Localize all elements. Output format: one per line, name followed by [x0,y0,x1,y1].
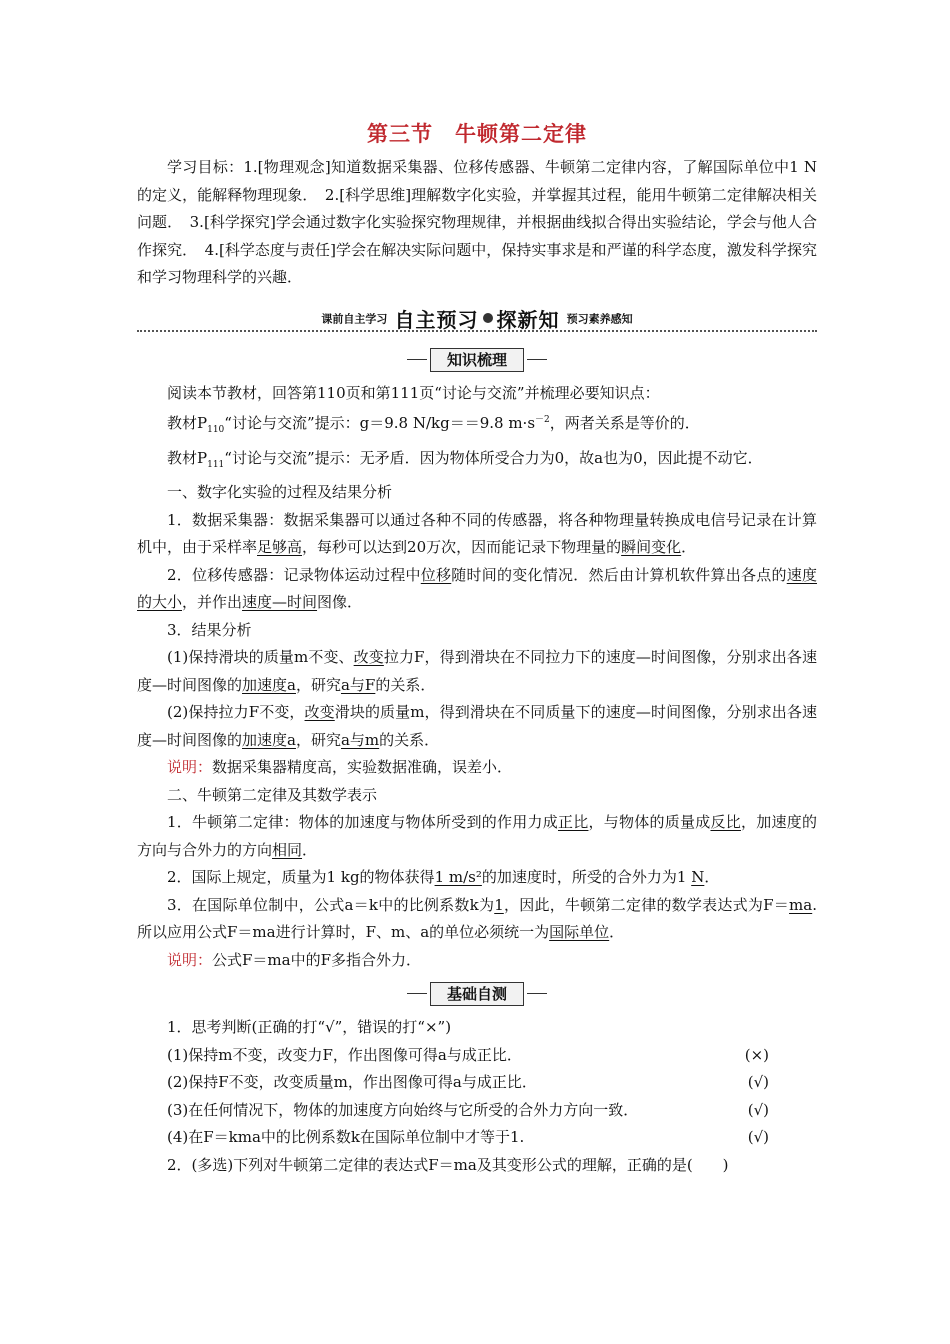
intro-text: 阅读本节教材，回答第110页和第111页“讨论与交流”并梳理必要知识点： [167,383,660,402]
judge-item-2: (2)保持F不变，改变质量m，作出图像可得a与成正比． (√) [167,1073,769,1091]
page-title: 第三节 牛顿第二定律 [367,122,587,146]
para-formula: 3．在国际单位制中，公式a＝k中的比例系数k为1，因此，牛顿第二定律的数学表达式为F＝ma.所以应用公式F＝ma进行计算时，F、m、a的单位必须统一为国际单位． [137,895,817,941]
judge-item-1: (1)保持m不变，改变力F，作出图像可得a与成正比． (×) [167,1045,769,1064]
section-tag-knowledge: 知识梳理 [430,348,524,372]
hint-110: 教材$P_{110}“$讨论与交流”提示：g＝9.8 N/kg＝＝9.8 $m\cdot s^{-2}$，两者关系是等价的． [167,414,700,435]
banner-left: 课前自主学习 [321,312,388,325]
section-banner [137,300,817,336]
learning-objectives: 学习目标：1.[物理观念]知道数据采集器、位移传感器、牛顿第二定律内容，了解国际单位中1 N的定义，能解释物理现象． 2.[科学思维]理解数字化实验，并掌握其过程，能用牛顿第二定律解决相关问题． 3.[科学探究]学会通过数字化实验探究物理规律，并根据曲线拟合得出实验结论，学会与他人合作探究． 4.[科学态度与责任]学会在解决实际问题中，保持实事求是和严谨的科学态度，激发科学探究和学习物理科学的兴趣． [137,158,817,286]
section-tag-selftest: 基础自测 [430,982,524,1006]
para-data-collector: 1．数据采集器：数据采集器可以通过各种不同的传感器，将各种物理量转换成电信号记录在计算机中，由于采样率足够高，每秒可以达到20万次，因而能记录下物理量的瞬间变化． [137,510,817,556]
para-analysis-2: (2)保持拉力F不变，改变滑块的质量m，得到滑块在不同质量下的速度—时间图像，分别求出各速度—时间图像的加速度a，研究a与m的关系． [137,703,817,749]
para-law-definition: 1．牛顿第二定律：物体的加速度与物体所受到的作用力成正比，与物体的质量成反比，加速度的方向与合外力的方向相同． [137,813,817,859]
banner-main2: 探新知 [496,307,560,332]
document-page [137,118,817,1179]
arrow-icon [483,313,493,323]
judge-item-3: (3)在任何情况下，物体的加速度方向始终与它所受的合外力方向一致． (√) [167,1100,769,1119]
para-displacement-sensor: 2．位移传感器：记录物体运动过程中位移随时间的变化情况．然后由计算机软件算出各点的速度的大小，并作出速度—时间图像． [137,565,817,611]
para-result-analysis: 3．结果分析 [167,620,252,639]
dotted-divider [137,330,817,332]
heading-digital-experiment: 一、数字化实验的过程及结果分析 [167,483,393,501]
para-analysis-1: (1)保持滑块的质量m不变、改变拉力F，得到滑块在不同拉力下的速度—时间图像，分别求出各速度—时间图像的加速度a，研究a与F的关系． [137,648,817,694]
question-1: 1．思考判断(正确的打“√”，错误的打“×”) [167,1018,452,1036]
note-2: 说明：公式F＝ma中的F多指合外力． [167,950,421,969]
banner-main1: 自主预习 [394,307,479,332]
note-1: 说明：数据采集器精度高，实验数据准确，误差小． [167,758,513,776]
judge-item-4: (4)在F＝kma中的比例系数k在国际单位制中才等于1. (√) [167,1128,769,1146]
banner-right: 预习素养感知 [566,312,633,325]
heading-newton-law: 二、牛顿第二定律及其数学表示 [167,785,378,804]
question-2: 2．(多选)下列对牛顿第二定律的表达式F＝ma及其变形公式的理解，正确的是( ) [167,1155,729,1174]
para-newton-unit: 2．国际上规定，质量为1 kg的物体获得1 m/s²的加速度时，所受的合外力为1 N． [167,868,720,886]
hint-111: 教材$P_{111}“$讨论与交流”提示：无矛盾．因为物体所受合力为0，故a也为0，因此提不动它． [167,448,763,470]
